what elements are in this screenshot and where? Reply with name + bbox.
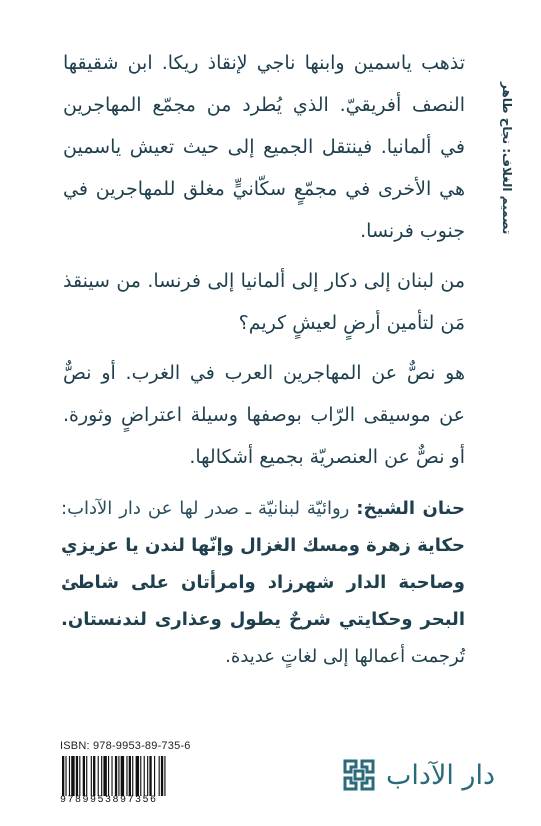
barcode-bar (126, 756, 127, 796)
author-bio (61, 490, 465, 675)
publisher-name: دار الآداب (386, 759, 495, 791)
barcode-bar (65, 756, 66, 796)
barcode-bar (149, 756, 151, 796)
author-name: حنان الشيخ: (356, 498, 465, 519)
blurb-paragraph-1: تذهب ياسمين وابنها ناجي لإنقاذ ريكا. ابن شقيقها النصف أفريقيّ. الذي يُطرد من مجمّع المهاجرين في ألمانيا. فينتقل الجميع إلى حيث تعيش ياسمين هي الأخرى في مجمّعٍ سكّانيٍّ مغلق للمهاجرين في جنوب فرنسا. (63, 52, 465, 242)
barcode-bar (69, 756, 70, 796)
isbn-label: ISBN: 978-9953-89-735-6 (60, 740, 191, 752)
barcode-bar (136, 756, 139, 796)
barcode-bar (101, 756, 102, 796)
author-translations: تُرجمت أعمالها إلى لغاتٍ عديدة. (225, 646, 465, 667)
barcode-bar (86, 756, 87, 796)
barcode-bar (111, 756, 112, 796)
author-titles: حكاية زهرة ومسك الغزال وإنّها لندن يا عزيزي وصاحبة الدار شهرزاد وامرأتان على شاطئ البحر وحكايتي شرحٌ يطول وعذارى لندنستان. (61, 535, 465, 630)
barcode-bar (98, 756, 99, 796)
barcode-bar (108, 756, 109, 796)
barcode-bar (91, 756, 92, 796)
back-cover-blurb (63, 42, 465, 492)
barcode-bar (132, 756, 133, 796)
barcode-bar (161, 756, 163, 796)
barcode-bar (76, 756, 78, 796)
blurb-paragraph-2: من لبنان إلى دكار إلى ألمانيا إلى فرنسا. من سينقذ مَن لتأمين أرضٍ لعيشٍ كريم؟ (63, 270, 465, 334)
barcode (60, 756, 208, 796)
cover-design-credit: تصميم الغلاف: نجاح طاهر (500, 81, 514, 234)
barcode-bar (118, 756, 119, 796)
barcode-bar (103, 756, 106, 796)
barcode-bar (71, 756, 74, 796)
barcode-bar (93, 756, 95, 796)
barcode-bar (121, 756, 124, 796)
barcode-bar (147, 756, 148, 796)
blurb-paragraph-3: هو نصٌّ عن المهاجرين العرب في الغرب. أو نصٌّ عن موسيقى الرّاب بوصفها وسيلة اعتراضٍ وثورة. أو نصٌّ عن العنصريّة بجميع أشكالها. (63, 362, 465, 468)
barcode-bar (144, 756, 145, 796)
dar-al-adab-logo-icon (342, 758, 376, 792)
barcode-bar (159, 756, 160, 796)
barcode-bar (62, 756, 64, 796)
barcode-digits: 9789953897356 (60, 795, 158, 806)
barcode-bar (79, 756, 80, 796)
barcode-bar (140, 756, 141, 796)
barcode-bar (164, 756, 165, 796)
publisher-mark (342, 758, 495, 792)
barcode-bar (129, 756, 131, 796)
author-intro: روائيّة لبنانيّة ـ صدر لها عن دار الآداب: (61, 498, 350, 519)
barcode-bar (115, 756, 117, 796)
barcode-bar (154, 756, 155, 796)
barcode-bar (83, 756, 85, 796)
